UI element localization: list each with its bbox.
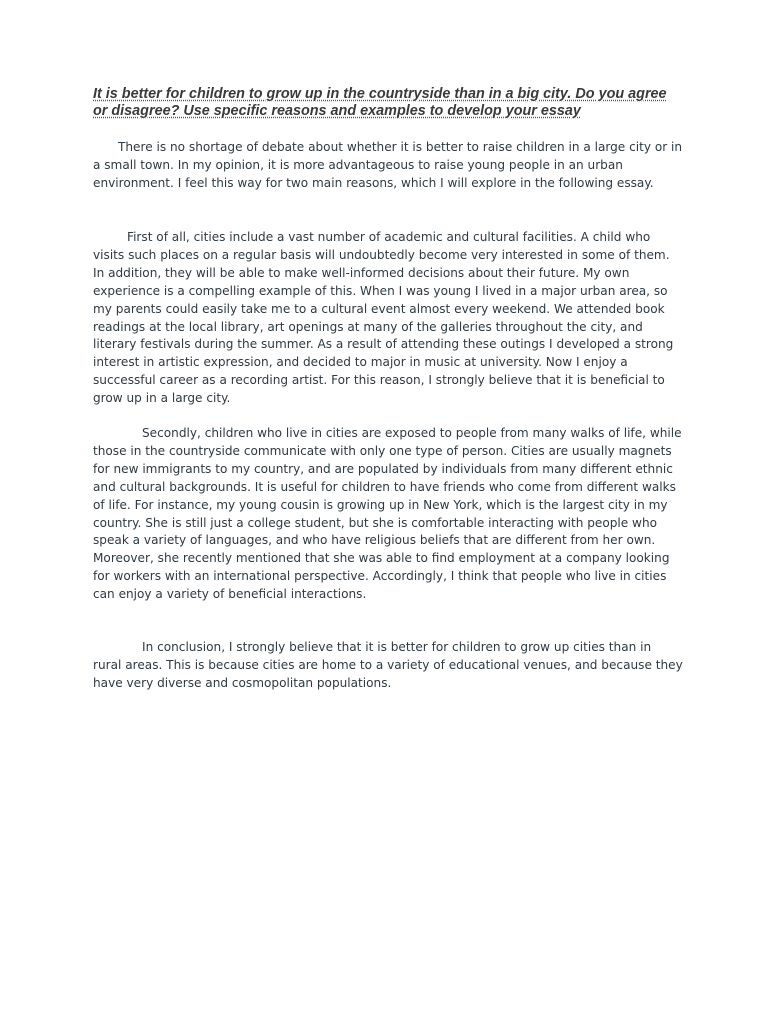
paragraph-text: In conclusion, I strongly believe that it is better for children to grow up cities than in rural areas. This is because cities are home to a variety of educational venues, and because they have very diverse and cosmopolitan populations. xyxy=(93,640,683,690)
paragraph-text: There is no shortage of debate about whether it is better to raise children in a large city or in a small town. In my opinion, it is more advantageous to raise young people in an urban environment. I feel this way for two main reasons, which I will explore in the following essay. xyxy=(93,140,683,190)
paragraph-text: Secondly, children who live in cities are exposed to people from many walks of life, while those in the countryside communicate with only one type of person. Cities are usually magnets for new immigrants to my country, and are populated by individuals from many different ethnic and cultural backgrounds. It is useful for children to have friends who come from different walks of life. For instance, my young cousin is growing up in New York, which is the largest city in my country. She is still just a college student, but she is comfortable interacting with people who speak a variety of languages, and who have religious beliefs that are different from her own. Moreover, she recently mentioned that she was able to find employment at a company looking for workers with an international perspective. Accordingly, I think that people who live in cities can enjoy a variety of beneficial interactions. xyxy=(93,426,682,602)
essay-paragraph-conclusion xyxy=(93,639,683,693)
essay-paragraph-body-2 xyxy=(93,425,683,604)
essay-prompt: It is better for children to grow up in the countryside than in a big city. Do you agree or disagree? Use specific reasons and examples to develop your essay xyxy=(93,86,667,119)
essay-paragraph-body-1 xyxy=(93,229,683,408)
paragraph-text: First of all, cities include a vast number of academic and cultural facilities. A child who visits such places on a regular basis will undoubtedly become very interested in some of them. In addition, they will be able to make well-informed decisions about their future. My own experience is a compelling example of this. When I was young I lived in a major urban area, so my parents could easily take me to a cultural event almost every weekend. We attended book readings at the local library, art openings at many of the galleries throughout the city, and literary festivals during the summer. As a result of attending these outings I developed a strong interest in artistic expression, and decided to major in music at university. Now I enjoy a successful career as a recording artist. For this reason, I strongly believe that it is beneficial to grow up in a large city. xyxy=(93,230,674,406)
essay-paragraph-introduction xyxy=(93,139,683,193)
